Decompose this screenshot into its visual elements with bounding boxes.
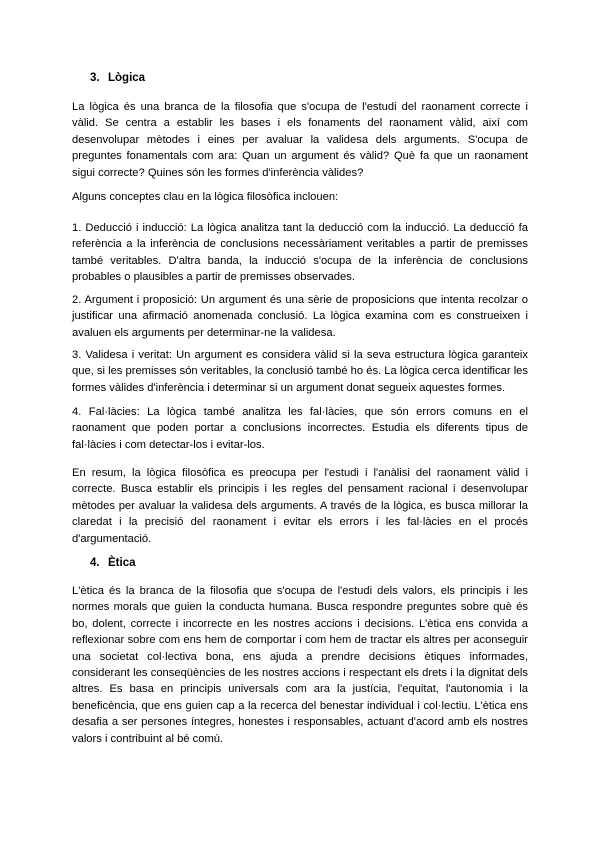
section-heading-etica <box>90 555 136 571</box>
concept-deduction-paragraph: 1. Deducció i inducció: La lògica analitza tant la deducció com la inducció. La deducció fa referència a la inferència de conclusions necessàriament veritables a partir de premisses també veritables. D'altra banda, la inducció s'ocupa de la inferència de conclusions probables o plausibles a partir de premisses observades. <box>72 222 528 284</box>
logica-summary-paragraph: En resum, la lògica filosòfica es preocupa per l'estudi i l'anàlisi del raonament vàlid i correcte. Busca establir els principis i les regles del pensament racional i desenvolupar mètodes per avaluar la validesa dels arguments. A través de la lògica, es busca millorar la claredat i la precisió del raonament i evitar els errors i les fal·làcies en el procés d'argumentació. <box>72 467 528 545</box>
section-title: Lògica <box>108 72 146 84</box>
section-title: Ètica <box>108 557 136 569</box>
section-number: 3. <box>90 72 100 84</box>
section-number: 4. <box>90 557 100 569</box>
concept-validity-paragraph: 3. Validesa i veritat: Un argument es considera vàlid si la seva estructura lògica garanteix que, si les premisses són veritables, la conclusió també ho és. La lògica cerca identificar les formes vàlides d'inferència i determinar si un argument donat segueix aquestes formes. <box>72 349 528 394</box>
concepts-lead-paragraph: Alguns conceptes clau en la lògica filosòfica inclouen: <box>72 191 339 203</box>
section-heading-logica <box>90 70 145 86</box>
logica-intro-paragraph: La lògica és una branca de la filosofia que s'ocupa de l'estudi del raonament correcte i vàlid. Se centra a establir les bases i els fonaments del raonament vàlid, així com desenvolupar mètodes i eines per avaluar la validesa dels arguments. S'ocupa de preguntes fonamentals com ara: Quan un argument és vàlid? Què fa que un raonament sigui correcte? Quines són les formes d'inferència vàlides? <box>72 101 528 179</box>
concept-argument-paragraph: 2. Argument i proposició: Un argument és una sèrie de proposicions que intenta recolzar o justificar una afirmació anomenada conclusió. La lògica examina com es construeixen i avaluen els arguments per determinar-ne la validesa. <box>72 294 528 339</box>
etica-body-paragraph: L'ètica és la branca de la filosofia que s'ocupa de l'estudi dels valors, els principis i les normes morals que guien la conducta humana. Busca respondre preguntes sobre què és bo, dolent, correcte i incorrecte en les nostres accions i decisions. L'ètica ens convida a reflexionar sobre com ens hem de comportar i com hem de tractar els altres per aconseguir una societat col·lectiva bona, ens ajuda a prendre decisions ètiques informades, considerant les conseqüències de les nostres accions i respectant els drets i la dignitat dels altres. Es basa en principis universals com ara la justícia, l'equitat, l'autonomia i la beneficència, que ens guien cap a la recerca del benestar individual i col·lectiu. L'ètica ens desafia a ser persones íntegres, honestes i responsables, actuant d'acord amb els nostres valors i contribuint al bé comú. <box>72 585 528 745</box>
concept-fallacies-paragraph: 4. Fal·làcies: La lògica també analitza les fal·làcies, que són errors comuns en el raonament que poden portar a conclusions incorrectes. Estudia els diferents tipus de fal·làcies i com detectar-los i evitar-los. <box>72 406 528 451</box>
